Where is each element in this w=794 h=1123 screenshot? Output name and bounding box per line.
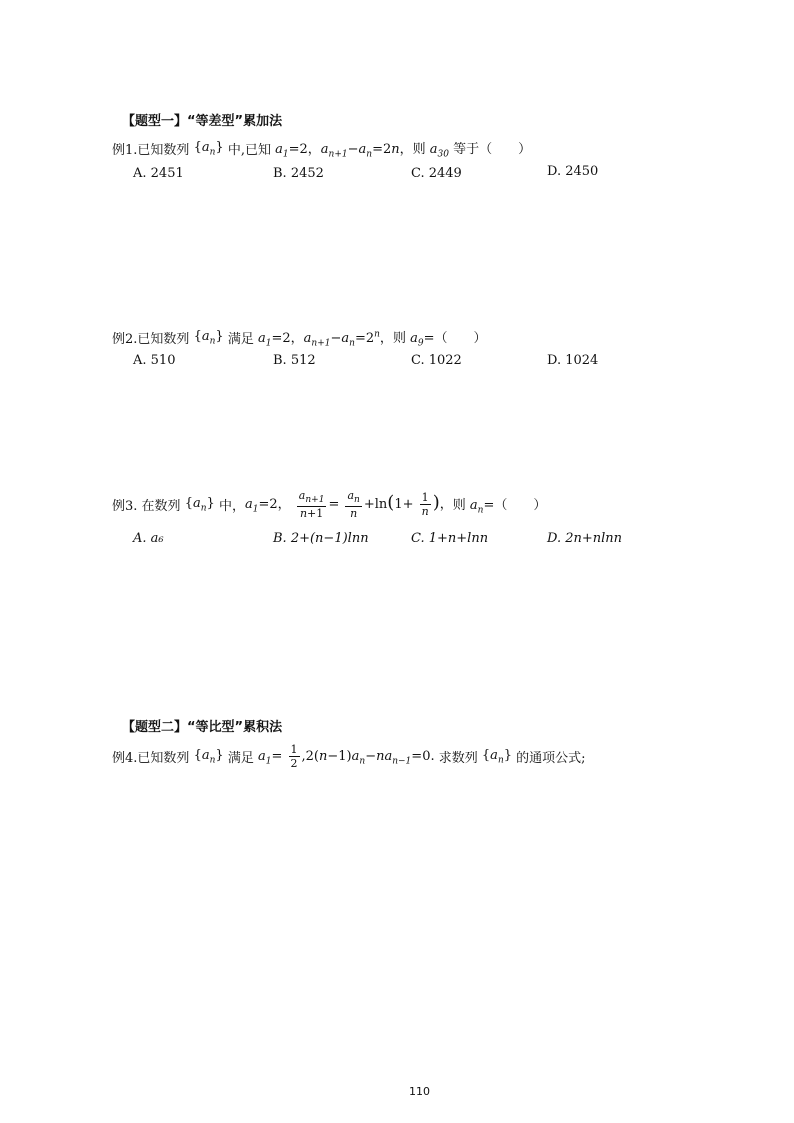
example-2-question — [112, 327, 486, 349]
example-3-option-c: C. 1+n+lnn — [411, 531, 489, 546]
example-3-mid: 中， — [218, 499, 245, 515]
example-4-end: 的通项公式; — [516, 751, 586, 766]
example-2-mid: 满足 — [227, 332, 254, 348]
example-4-prefix: 已知数列 — [137, 751, 190, 766]
example-1-label: 例1. — [112, 143, 138, 159]
example-4-tail: 求数列 — [438, 751, 478, 766]
example-2-option-b: B. 512 — [273, 353, 316, 368]
example-1-mid: 中,已知 — [227, 143, 271, 159]
example-3-sequence: $\{a_n\}$ — [184, 495, 215, 514]
example-1-question — [112, 138, 531, 160]
example-2-label: 例2. — [112, 332, 138, 348]
example-2-option-d: D. 1024 — [547, 353, 599, 368]
example-3-question — [112, 490, 546, 519]
example-2-condition: $a_1=2$，$a_{n+1}-a_n=2^n$， — [253, 329, 393, 349]
example-3-prefix: 在数列 — [141, 499, 181, 515]
example-2-sequence: $\{a_n\}$ — [193, 329, 224, 347]
example-1-sequence: $\{a_n\}$ — [193, 140, 224, 158]
example-2-option-a: A. 510 — [133, 353, 176, 368]
example-3-label: 例3. — [112, 499, 138, 515]
example-1-condition: $a_1=2$，$a_{n+1}-a_n=2n$， — [270, 142, 413, 160]
example-4-label: 例4. — [112, 751, 138, 766]
example-3-option-d: D. 2n+nlnn — [547, 531, 623, 546]
example-1-prefix: 已知数列 — [137, 143, 190, 159]
example-4-mid: 满足 — [227, 751, 254, 766]
example-1-option-d: D. 2450 — [547, 164, 599, 179]
example-3-condition: $a_1=2$， $\frac{a_{n+1}}{n+1}$ = $\frac{a_n}{n}$ +ln(1+ $\frac{1}{n}$ )， — [244, 489, 453, 521]
example-3-option-a: A. a₆ — [133, 531, 164, 546]
section-heading-1: 【题型一】“等差型”累加法 — [122, 114, 283, 129]
example-4-sequence-2: $\{a_n\}$ — [481, 747, 513, 766]
example-4-condition: $a_1=$ $\frac{1}{2}$ $,2(n-1)a_n-na_{n-1}=0$. — [253, 743, 435, 770]
example-4-question — [112, 744, 586, 769]
example-3-ask: 则 $a_n=$（ ） — [452, 497, 547, 516]
example-1-ask: 则 $a_{30}$ 等于（ ） — [412, 142, 532, 160]
section-heading-2: 【题型二】“等比型”累积法 — [122, 720, 283, 735]
example-4-sequence: $\{a_n\}$ — [193, 747, 224, 766]
example-2-prefix: 已知数列 — [137, 332, 190, 348]
example-1-option-b: B. 2452 — [273, 166, 324, 181]
example-2-ask: 则 $a_9=$（ ） — [392, 331, 487, 349]
example-1-option-a: A. 2451 — [133, 166, 184, 181]
example-3-option-b: B. 2+(n−1)lnn — [273, 531, 369, 546]
example-1-option-c: C. 2449 — [411, 166, 462, 181]
page-number: 110 — [409, 1085, 430, 1098]
example-2-option-c: C. 1022 — [411, 353, 462, 368]
